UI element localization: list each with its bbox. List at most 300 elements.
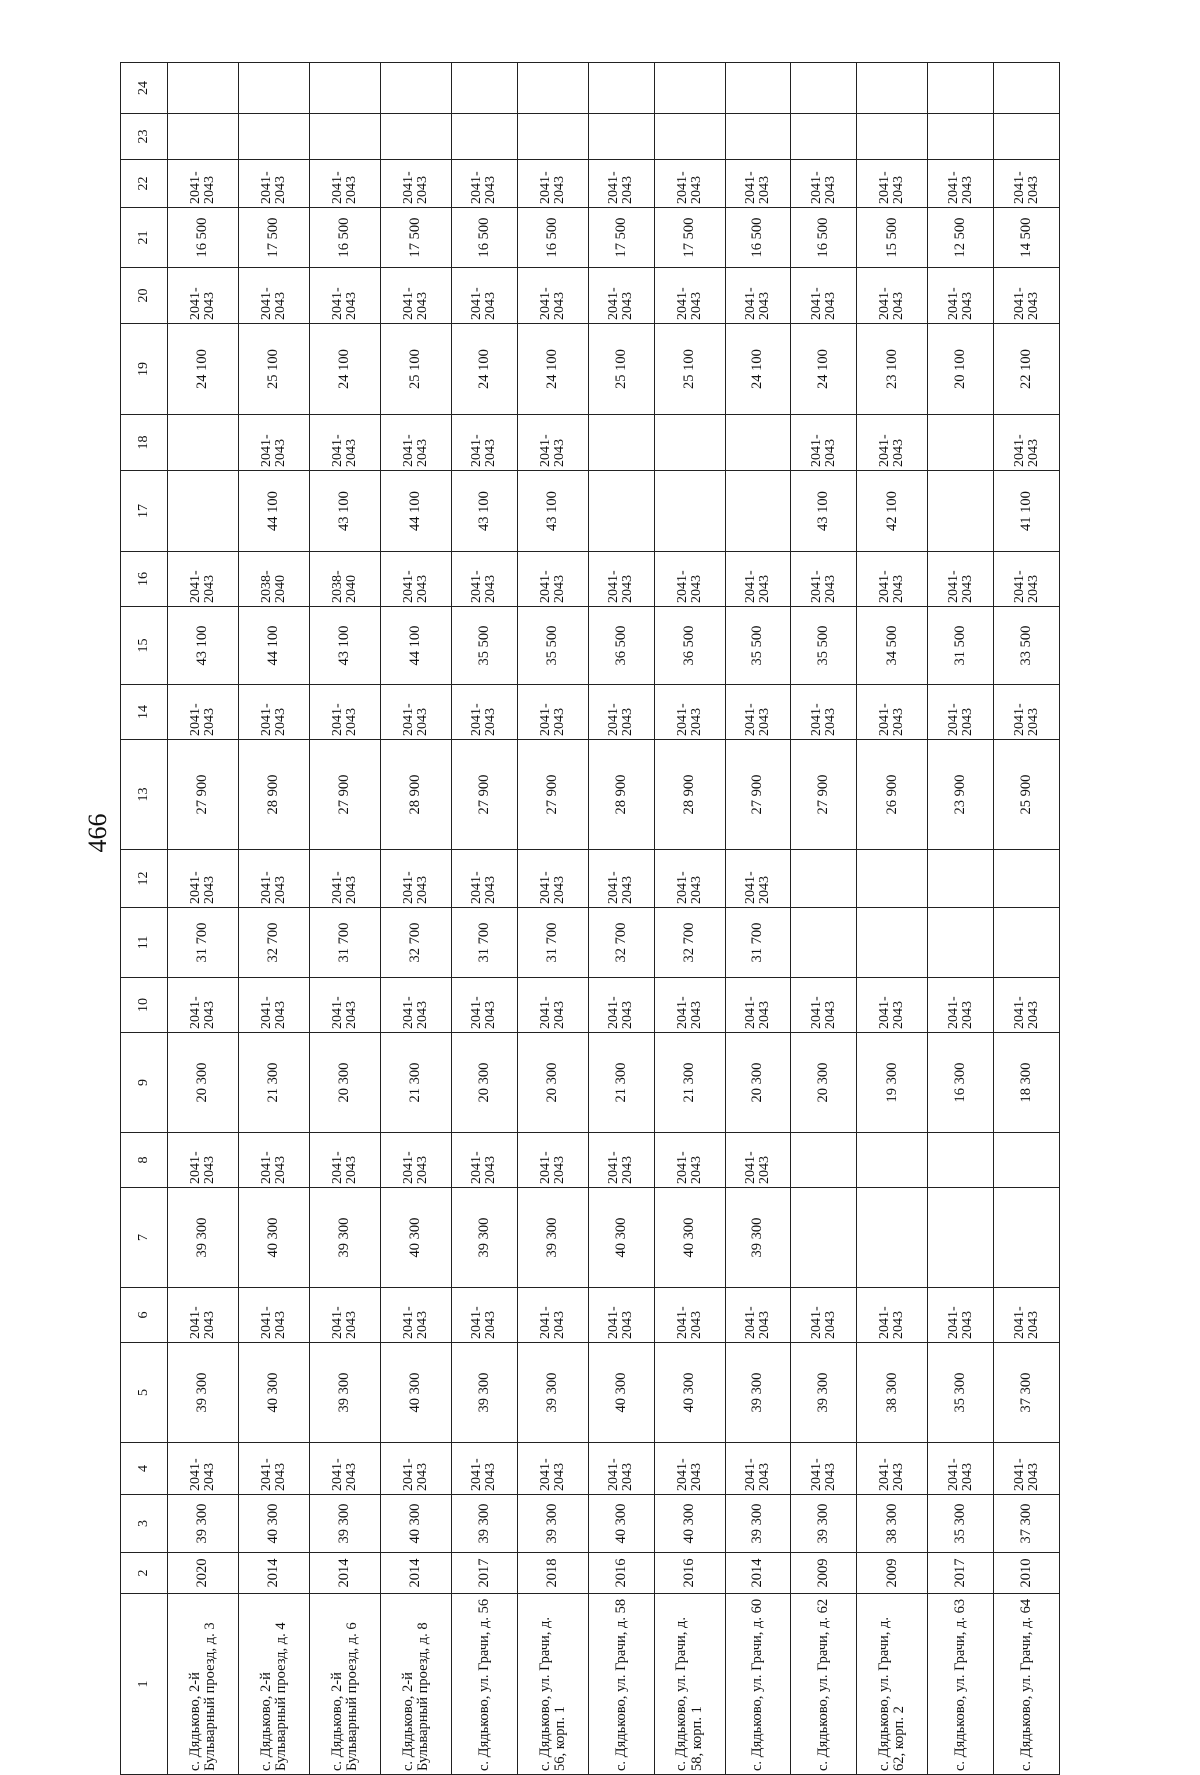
column-number-header: 5 [121,1343,168,1443]
value-cell: 31 700 [310,908,381,978]
value-cell: 24 100 [791,324,857,415]
period-cell: 2041-2043 [654,552,725,607]
value-cell [654,415,725,471]
column-number-header: 6 [121,1288,168,1343]
year-cell: 2017 [928,1553,994,1594]
period-cell: 2041-2043 [654,160,725,208]
period-cell: 2041-2043 [517,978,588,1033]
value-cell [928,1188,994,1288]
value-cell: 17 500 [588,208,654,268]
period-cell: 2041-2043 [857,268,928,324]
address-cell: с. Дядьково, 2-й Бульварный проезд, д. 8 [381,1594,452,1775]
value-cell [994,850,1060,908]
period-cell: 2041-2043 [791,160,857,208]
period-cell: 2041-2043 [928,1288,994,1343]
value-cell [725,114,791,160]
address-cell: с. Дядьково, ул. Грачи, д. 58 [588,1594,654,1775]
year-cell: 2010 [994,1553,1060,1594]
value-cell: 14 500 [994,208,1060,268]
year-cell: 2017 [452,1553,518,1594]
column-number-header: 7 [121,1188,168,1288]
value-cell [239,114,310,160]
period-cell: 2041-2043 [239,850,310,908]
period-cell: 2041-2043 [168,268,239,324]
address-cell: с. Дядьково, ул. Грачи, д. 64 [994,1594,1060,1775]
value-cell [928,908,994,978]
value-cell: 20 100 [928,324,994,415]
period-cell: 2041-2043 [517,268,588,324]
value-cell [928,471,994,552]
value-cell: 39 300 [452,1343,518,1443]
address-cell: с. Дядьково, ул. Грачи, д. 60 [725,1594,791,1775]
value-cell [168,114,239,160]
value-cell [857,1188,928,1288]
value-cell: 39 300 [168,1495,239,1553]
table-row [588,63,654,1775]
value-cell: 40 300 [239,1188,310,1288]
period-cell: 2041-2043 [588,978,654,1033]
value-cell: 40 300 [239,1343,310,1443]
period-cell: 2038-2040 [239,552,310,607]
value-cell [994,114,1060,160]
value-cell [654,114,725,160]
period-cell: 2041-2043 [725,1443,791,1495]
value-cell [654,63,725,114]
period-cell: 2041-2043 [725,978,791,1033]
value-cell: 39 300 [310,1495,381,1553]
year-cell: 2014 [725,1553,791,1594]
value-cell: 27 900 [517,740,588,850]
value-cell: 43 100 [517,471,588,552]
value-cell: 15 500 [857,208,928,268]
value-cell: 39 300 [725,1495,791,1553]
column-number-header: 9 [121,1033,168,1133]
table-body [168,63,1060,1775]
period-cell: 2041-2043 [654,978,725,1033]
value-cell [857,850,928,908]
value-cell [994,1133,1060,1188]
period-cell: 2041-2043 [381,1288,452,1343]
value-cell: 31 700 [168,908,239,978]
period-cell: 2041-2043 [310,415,381,471]
value-cell: 16 300 [928,1033,994,1133]
value-cell [517,114,588,160]
column-number-header: 15 [121,607,168,685]
period-cell: 2041-2043 [588,1288,654,1343]
column-number-header: 2 [121,1553,168,1594]
address-cell: с. Дядьково, ул. Грачи, д. 62, корп. 2 [857,1594,928,1775]
value-cell [517,63,588,114]
table-row [654,63,725,1775]
column-number-header: 11 [121,908,168,978]
value-cell: 39 300 [725,1343,791,1443]
table-row [791,63,857,1775]
value-cell: 43 100 [452,471,518,552]
period-cell: 2041-2043 [654,685,725,740]
value-cell: 23 900 [928,740,994,850]
period-cell: 2041-2043 [517,160,588,208]
value-cell: 20 300 [791,1033,857,1133]
value-cell: 16 500 [168,208,239,268]
value-cell: 35 500 [517,607,588,685]
value-cell: 41 100 [994,471,1060,552]
table-row [239,63,310,1775]
value-cell: 39 300 [517,1188,588,1288]
period-cell: 2041-2043 [239,1133,310,1188]
value-cell: 20 300 [517,1033,588,1133]
value-cell [381,114,452,160]
address-cell: с. Дядьково, 2-й Бульварный проезд, д. 6 [310,1594,381,1775]
period-cell: 2041-2043 [725,685,791,740]
period-cell: 2041-2043 [310,1288,381,1343]
value-cell: 31 500 [928,607,994,685]
value-cell: 25 100 [239,324,310,415]
address-cell: с. Дядьково, ул. Грачи, д. 63 [928,1594,994,1775]
period-cell: 2041-2043 [239,1288,310,1343]
period-cell: 2041-2043 [517,552,588,607]
value-cell: 31 700 [725,908,791,978]
value-cell: 39 300 [452,1495,518,1553]
value-cell [928,114,994,160]
value-cell: 40 300 [381,1188,452,1288]
column-number-row [121,63,168,1775]
value-cell [994,908,1060,978]
value-cell: 27 900 [168,740,239,850]
period-cell: 2041-2043 [452,160,518,208]
period-cell: 2041-2043 [168,978,239,1033]
period-cell: 2041-2043 [994,978,1060,1033]
period-cell: 2041-2043 [517,1443,588,1495]
period-cell: 2041-2043 [239,1443,310,1495]
value-cell [791,908,857,978]
value-cell: 35 300 [928,1495,994,1553]
value-cell: 40 300 [588,1495,654,1553]
value-cell: 43 100 [310,607,381,685]
value-cell: 34 500 [857,607,928,685]
value-cell [791,850,857,908]
value-cell: 40 300 [588,1188,654,1288]
period-cell: 2041-2043 [857,685,928,740]
value-cell: 25 100 [588,324,654,415]
value-cell [588,63,654,114]
period-cell: 2041-2043 [791,978,857,1033]
period-cell: 2041-2043 [381,415,452,471]
value-cell: 37 300 [994,1495,1060,1553]
value-cell: 28 900 [239,740,310,850]
period-cell: 2041-2043 [588,160,654,208]
value-cell: 25 100 [654,324,725,415]
value-cell: 39 300 [452,1188,518,1288]
value-cell: 16 500 [310,208,381,268]
value-cell: 27 900 [310,740,381,850]
value-cell: 21 300 [588,1033,654,1133]
period-cell: 2041-2043 [928,160,994,208]
period-cell: 2041-2043 [791,1288,857,1343]
value-cell: 39 300 [725,1188,791,1288]
period-cell: 2041-2043 [239,978,310,1033]
period-cell: 2041-2043 [381,1133,452,1188]
value-cell: 43 100 [791,471,857,552]
table-row [168,63,239,1775]
period-cell: 2041-2043 [168,685,239,740]
period-cell: 2041-2043 [310,685,381,740]
value-cell: 32 700 [588,908,654,978]
value-cell: 25 100 [381,324,452,415]
value-cell: 24 100 [517,324,588,415]
period-cell: 2041-2043 [310,978,381,1033]
repair-schedule-table [120,62,1060,1775]
value-cell: 20 300 [725,1033,791,1133]
period-cell: 2041-2043 [928,685,994,740]
period-cell: 2041-2043 [588,850,654,908]
period-cell: 2041-2043 [791,552,857,607]
value-cell: 31 700 [517,908,588,978]
value-cell: 24 100 [310,324,381,415]
period-cell: 2038-2040 [310,552,381,607]
value-cell: 40 300 [381,1343,452,1443]
column-number-header: 20 [121,268,168,324]
value-cell: 36 500 [588,607,654,685]
period-cell: 2041-2043 [994,552,1060,607]
value-cell [857,1133,928,1188]
period-cell: 2041-2043 [725,1288,791,1343]
address-cell: с. Дядьково, 2-й Бульварный проезд, д. 3 [168,1594,239,1775]
value-cell: 24 100 [725,324,791,415]
value-cell: 39 300 [517,1495,588,1553]
value-cell: 39 300 [517,1343,588,1443]
period-cell: 2041-2043 [994,268,1060,324]
table-row [452,63,518,1775]
period-cell: 2041-2043 [517,1288,588,1343]
period-cell: 2041-2043 [791,415,857,471]
value-cell: 28 900 [588,740,654,850]
period-cell: 2041-2043 [654,1288,725,1343]
period-cell: 2041-2043 [168,850,239,908]
period-cell: 2041-2043 [517,1133,588,1188]
value-cell: 16 500 [791,208,857,268]
address-cell: с. Дядьково, ул. Грачи, д. 58, корп. 1 [654,1594,725,1775]
period-cell: 2041-2043 [588,1133,654,1188]
value-cell: 43 100 [168,607,239,685]
value-cell: 39 300 [310,1188,381,1288]
year-cell: 2014 [310,1553,381,1594]
column-number-header: 23 [121,114,168,160]
period-cell: 2041-2043 [654,1443,725,1495]
value-cell: 39 300 [791,1495,857,1553]
year-cell: 2016 [654,1553,725,1594]
period-cell: 2041-2043 [452,268,518,324]
value-cell: 35 500 [725,607,791,685]
address-cell: с. Дядьково, ул. Грачи, д. 56, корп. 1 [517,1594,588,1775]
column-number-header: 3 [121,1495,168,1553]
period-cell: 2041-2043 [725,160,791,208]
value-cell [588,415,654,471]
value-cell: 27 900 [791,740,857,850]
value-cell: 38 300 [857,1495,928,1553]
period-cell: 2041-2043 [994,685,1060,740]
column-number-header: 18 [121,415,168,471]
value-cell: 40 300 [239,1495,310,1553]
table-row [994,63,1060,1775]
value-cell: 35 500 [452,607,518,685]
column-number-header: 17 [121,471,168,552]
period-cell: 2041-2043 [168,1133,239,1188]
period-cell: 2041-2043 [239,685,310,740]
year-cell: 2014 [381,1553,452,1594]
value-cell [994,1188,1060,1288]
value-cell: 40 300 [654,1343,725,1443]
value-cell: 44 100 [239,471,310,552]
period-cell: 2041-2043 [857,160,928,208]
value-cell: 35 300 [928,1343,994,1443]
period-cell: 2041-2043 [588,268,654,324]
period-cell: 2041-2043 [791,268,857,324]
value-cell: 19 300 [857,1033,928,1133]
value-cell [239,63,310,114]
value-cell [857,114,928,160]
year-cell: 2016 [588,1553,654,1594]
value-cell [654,471,725,552]
period-cell: 2041-2043 [381,160,452,208]
value-cell: 36 500 [654,607,725,685]
value-cell [928,415,994,471]
value-cell: 44 100 [381,471,452,552]
period-cell: 2041-2043 [452,415,518,471]
column-number-header: 1 [121,1594,168,1775]
rotated-table-container [120,65,1060,1775]
value-cell: 40 300 [381,1495,452,1553]
value-cell [857,908,928,978]
value-cell: 32 700 [381,908,452,978]
period-cell: 2041-2043 [994,160,1060,208]
value-cell: 37 300 [994,1343,1060,1443]
period-cell: 2041-2043 [168,1443,239,1495]
value-cell: 22 100 [994,324,1060,415]
period-cell: 2041-2043 [654,268,725,324]
period-cell: 2041-2043 [994,1443,1060,1495]
address-cell: с. Дядьково, ул. Грачи, д. 62 [791,1594,857,1775]
column-number-header: 8 [121,1133,168,1188]
value-cell [725,415,791,471]
value-cell: 28 900 [381,740,452,850]
period-cell: 2041-2043 [857,1288,928,1343]
column-number-header: 10 [121,978,168,1033]
column-number-header: 13 [121,740,168,850]
value-cell [381,63,452,114]
year-cell: 2009 [791,1553,857,1594]
value-cell [452,63,518,114]
period-cell: 2041-2043 [588,1443,654,1495]
value-cell [928,1133,994,1188]
column-number-header: 4 [121,1443,168,1495]
value-cell [310,114,381,160]
column-number-header: 21 [121,208,168,268]
table-row [381,63,452,1775]
value-cell: 39 300 [791,1343,857,1443]
value-cell [168,471,239,552]
value-cell [168,415,239,471]
column-number-header: 19 [121,324,168,415]
period-cell: 2041-2043 [725,268,791,324]
column-number-header: 12 [121,850,168,908]
period-cell: 2041-2043 [857,1443,928,1495]
period-cell: 2041-2043 [791,1443,857,1495]
column-number-header: 16 [121,552,168,607]
period-cell: 2041-2043 [168,552,239,607]
value-cell: 20 300 [452,1033,518,1133]
year-cell: 2009 [857,1553,928,1594]
period-cell: 2041-2043 [310,1443,381,1495]
value-cell: 17 500 [654,208,725,268]
value-cell: 12 500 [928,208,994,268]
period-cell: 2041-2043 [381,268,452,324]
value-cell: 40 300 [654,1188,725,1288]
value-cell: 26 900 [857,740,928,850]
value-cell: 38 300 [857,1343,928,1443]
value-cell [791,1133,857,1188]
value-cell: 40 300 [588,1343,654,1443]
period-cell: 2041-2043 [517,415,588,471]
period-cell: 2041-2043 [381,978,452,1033]
period-cell: 2041-2043 [791,685,857,740]
period-cell: 2041-2043 [381,1443,452,1495]
period-cell: 2041-2043 [239,268,310,324]
value-cell: 31 700 [452,908,518,978]
value-cell [725,63,791,114]
value-cell: 39 300 [168,1343,239,1443]
period-cell: 2041-2043 [452,552,518,607]
value-cell: 24 100 [168,324,239,415]
table-row [310,63,381,1775]
period-cell: 2041-2043 [168,160,239,208]
value-cell: 39 300 [168,1188,239,1288]
period-cell: 2041-2043 [994,1288,1060,1343]
period-cell: 2041-2043 [928,978,994,1033]
period-cell: 2041-2043 [928,552,994,607]
value-cell: 20 300 [310,1033,381,1133]
table-row [725,63,791,1775]
period-cell: 2041-2043 [725,1133,791,1188]
period-cell: 2041-2043 [452,1443,518,1495]
year-cell: 2014 [239,1553,310,1594]
period-cell: 2041-2043 [517,850,588,908]
table-row [517,63,588,1775]
value-cell [928,63,994,114]
table-row [857,63,928,1775]
period-cell: 2041-2043 [994,415,1060,471]
value-cell [452,114,518,160]
period-cell: 2041-2043 [381,685,452,740]
value-cell: 16 500 [725,208,791,268]
period-cell: 2041-2043 [239,415,310,471]
period-cell: 2041-2043 [928,268,994,324]
value-cell [310,63,381,114]
value-cell [588,471,654,552]
value-cell: 23 100 [857,324,928,415]
value-cell: 33 500 [994,607,1060,685]
period-cell: 2041-2043 [239,160,310,208]
period-cell: 2041-2043 [452,850,518,908]
period-cell: 2041-2043 [725,552,791,607]
address-cell: с. Дядьково, 2-й Бульварный проезд, д. 4 [239,1594,310,1775]
value-cell [791,114,857,160]
period-cell: 2041-2043 [857,415,928,471]
value-cell: 44 100 [381,607,452,685]
value-cell: 16 500 [517,208,588,268]
value-cell: 42 100 [857,471,928,552]
period-cell: 2041-2043 [452,978,518,1033]
period-cell: 2041-2043 [588,552,654,607]
